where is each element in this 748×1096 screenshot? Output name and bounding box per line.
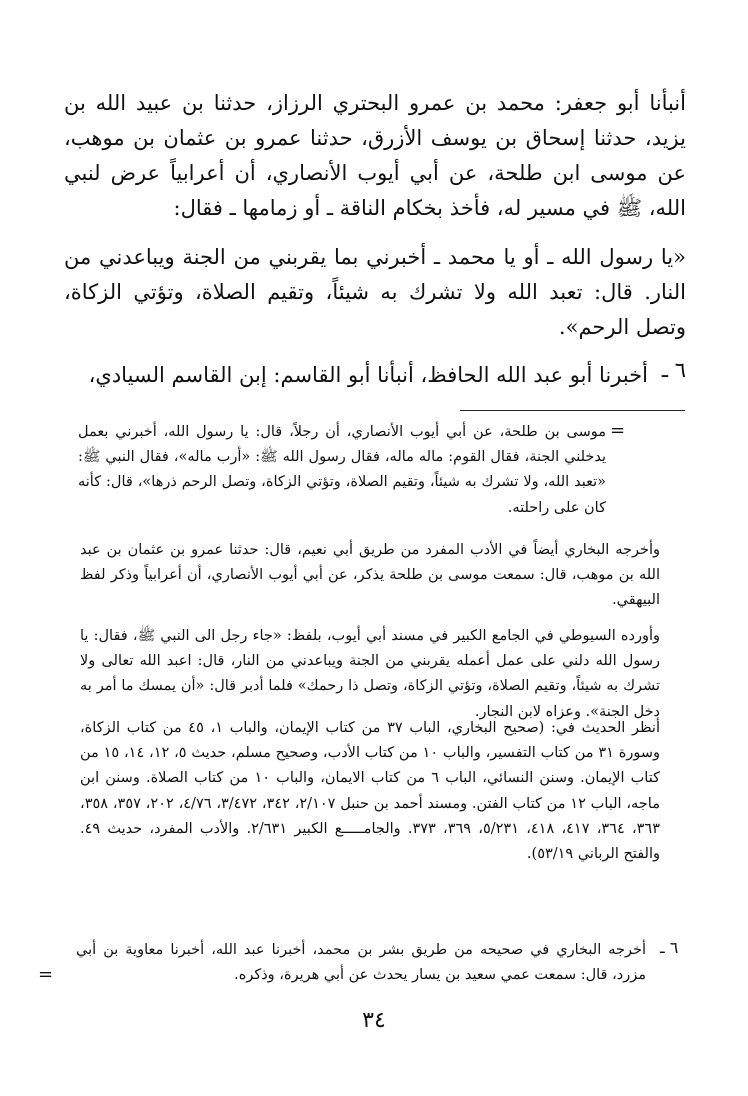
isnad-paragraph: أنبأنا أبو جعفر: محمد بن عمرو البحتري الرزاز، حدثنا بن عبيد الله بن يزيد، حدثنا إسحاق بن يوسف الأزرق، حدثنا عمرو بن عثمان بن موهب، عن موسى ابن طلحة، عن أبي أيوب الأنصاري، أن أعرابياً عرض لنبي الله، ﷺ في مسير له، فأخذ بخكام الناقة ـ أو زمامها ـ فقال: [64, 91, 686, 220]
footnote-paragraph-3: وأورده السيوطي في الجامع الكبير في مسند أبي أيوب، بلفظ: «جاء رجل الى النبي ﷺ، فقال: يا رسول الله دلني على عمل أعمله يقربني من الجنة ويباعدني من النار، قال: اعبد الله تعالى ولا تشرك به شيئاً، وتقيم الصلاة، وتؤتي الزكاة، وتصل ذا رحمك» فلما أدبر قال: «أن يمسك ما أمر به دخل الجنة». وعزاه لابن النجار. [80, 628, 660, 720]
footnote-paragraph-4: أنظر الحديث في: (صحيح البخاري، الباب ٣٧ من كتاب الإيمان، والباب ١، ٤٥ من كتاب الزكاة، وسورة ٣١ من كتاب التفسير، والباب ١٠ من كتاب الأدب، وصحيح مسلم، حديث ٥، ١٢، ١٤، ١٥ من كتاب الإيمان. وسنن النسائي، الباب ٦ من كتاب الايمان، والباب ١٠ من كتاب الصلاة. وسنن ابن ماجه، الباب ١٢ من كتاب الفتن. ومسند أحمد بن حنبل ٢/١٠٧، ٣٤٢، ٣/٤٧٢، ٤/٧٦، ٢٠٢، ٣٥٧، ٣٥٨، ٣٦٣، ٣٦٤، ٤١٧، ٤١٨، ٥/٢٣١، ٣٦٩، ٣٧٣. والجامـــــع الكبير ٢/٦٣١. والأدب المفرد، حديث ٤٩. والفتح الرباني ٥٣/١٩). [80, 720, 661, 863]
footnote-continuation-mark: = [610, 420, 626, 441]
next-hadith-text: أخبرنا أبو عبد الله الحافظ، أنبأنا أبو القاسم: إبن القاسم السيادي، [88, 363, 648, 387]
footnote-end-mark: = [38, 964, 54, 985]
footnote-6-number: ٦ ـ [660, 938, 679, 957]
hadith-text: «يا رسول الله ـ أو يا محمد ـ أخبرني بما يقربني من الجنة ويباعدني من النار. قال: تعبد الله ولا تشرك به شيئاً، وتقيم الصلاة، وتؤتي الزكاة، وتصل الرحم». [64, 245, 686, 339]
footnote-paragraph-1: موسى بن طلحة، عن أبي أيوب الأنصاري، أن رجلاً، قال: يا رسول الله، أخبرني بعمل يدخلني الجنة، فقال القوم: ماله ماله، فقال رسول الله ﷺ: «أرب ماله»، فقال النبي ﷺ: «تعبد الله، ولا تشرك به شيئاً، وتقيم الصلاة، وتؤتي الزكاة، وتصل الرحم ذرها»، قال: كأنه كان على راحلته. [78, 424, 606, 516]
footnote-paragraph-5: أخرجه البخاري في صحيحه من طريق بشر بن محمد، أخبرنا عبد الله، أخبرنا معاوية بن أبي مزرد، قال: سمعت عمي سعيد بن يسار يحدث عن أبي هريرة، وذكره. [76, 942, 646, 984]
footnote-divider [460, 410, 685, 411]
footnote-paragraph-2: وأخرجه البخاري أيضاً في الأدب المفرد من طريق أبي نعيم، قال: حدثنا عمرو بن عثمان بن عبد الله بن موهب، قال: سمعت موسى بن طلحة يذكر، عن أبي أيوب الأنصاري، أن أعرابياً وذكر لفظ البيهقي. [80, 542, 660, 609]
next-hadith-number: ٦ ـ [661, 358, 686, 382]
page-number: ٣٤ [362, 1008, 386, 1033]
